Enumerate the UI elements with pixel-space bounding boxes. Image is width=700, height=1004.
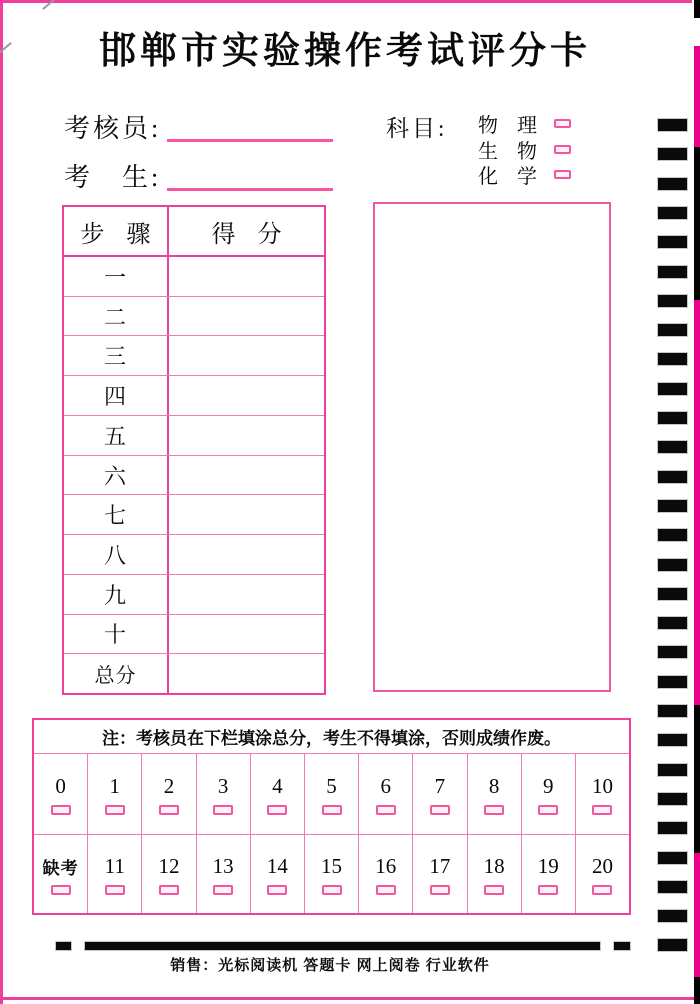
step-label: 二 xyxy=(64,297,169,336)
right-edge-black-segment xyxy=(694,147,700,300)
score-bubble-4[interactable] xyxy=(267,805,287,815)
score-bubble-5[interactable] xyxy=(322,805,342,815)
score-cell-18 xyxy=(468,835,522,913)
page-border-bottom xyxy=(0,997,700,1000)
registration-bar xyxy=(84,941,601,951)
score-cell[interactable] xyxy=(169,416,324,455)
step-header: 步 骤 xyxy=(64,207,169,255)
timing-mark xyxy=(657,235,688,249)
score-number: 10 xyxy=(591,773,613,798)
score-table xyxy=(62,205,326,695)
timing-mark xyxy=(657,440,688,454)
score-bubble-2[interactable] xyxy=(159,805,179,815)
timing-mark xyxy=(657,352,688,366)
examiner-write-line[interactable] xyxy=(167,139,333,142)
score-cell-7 xyxy=(413,754,467,834)
blank-panel xyxy=(373,202,611,692)
right-edge-black-segment xyxy=(694,0,700,18)
step-label: 六 xyxy=(64,456,169,495)
timing-mark xyxy=(657,763,688,777)
step-label: 五 xyxy=(64,416,169,455)
timing-mark xyxy=(657,909,688,923)
score-number: 15 xyxy=(321,853,343,878)
timing-mark xyxy=(657,851,688,865)
score-cell[interactable] xyxy=(169,257,324,296)
score-cell[interactable] xyxy=(169,654,324,693)
score-cell[interactable] xyxy=(169,535,324,574)
chemistry-bubble[interactable] xyxy=(554,170,571,179)
score-number: 5 xyxy=(326,773,337,798)
score-bubble-11[interactable] xyxy=(105,885,125,895)
score-cell[interactable] xyxy=(169,456,324,495)
score-number: 13 xyxy=(212,853,234,878)
score-cell-10 xyxy=(576,754,629,834)
table-row xyxy=(64,575,324,615)
score-bubble-20[interactable] xyxy=(592,885,612,895)
score-cell-16 xyxy=(359,835,413,913)
right-edge-black-segment xyxy=(694,705,700,853)
score-bubble-row-0-10 xyxy=(34,754,629,834)
score-bubble-row-11-20 xyxy=(34,834,629,913)
step-label: 三 xyxy=(64,336,169,375)
score-number: 11 xyxy=(104,853,125,878)
score-cell[interactable] xyxy=(169,575,324,614)
score-cell-14 xyxy=(251,835,305,913)
timing-mark xyxy=(657,177,688,191)
score-bubble-1[interactable] xyxy=(105,805,125,815)
timing-mark xyxy=(657,294,688,308)
score-bubble-17[interactable] xyxy=(430,885,450,895)
step-label: 八 xyxy=(64,535,169,574)
total-label: 总分 xyxy=(64,654,169,693)
step-label: 七 xyxy=(64,495,169,534)
timing-mark xyxy=(657,675,688,689)
score-number: 16 xyxy=(375,853,397,878)
timing-mark xyxy=(657,382,688,396)
score-number: 20 xyxy=(591,853,613,878)
score-cell[interactable] xyxy=(169,336,324,375)
score-cell-0 xyxy=(34,754,88,834)
score-number: 4 xyxy=(272,773,283,798)
score-number: 14 xyxy=(266,853,288,878)
page-border-left xyxy=(0,0,3,1004)
timing-mark xyxy=(657,411,688,425)
score-number: 2 xyxy=(163,773,175,798)
subject-option-physics xyxy=(478,109,571,138)
footer-sales-text: 销售：光标阅读机 答题卡 网上阅卷 行业软件 xyxy=(170,957,490,974)
subject-label: 科目: xyxy=(386,116,448,141)
right-edge-black-segment xyxy=(694,977,700,1004)
score-bubble-3[interactable] xyxy=(213,805,233,815)
fill-note: 注：考核员在下栏填涂总分，考生不得填涂，否则成绩作废。 xyxy=(34,720,629,754)
score-header: 得 分 xyxy=(211,221,290,248)
score-bubble-7[interactable] xyxy=(430,805,450,815)
score-bubble-18[interactable] xyxy=(484,885,504,895)
table-row xyxy=(64,535,324,575)
score-cell-2 xyxy=(142,754,196,834)
examiner-label: 考核员: xyxy=(64,114,162,143)
score-cell-9 xyxy=(522,754,576,834)
score-number: 9 xyxy=(543,773,554,798)
score-bubble-12[interactable] xyxy=(159,885,179,895)
score-bubble-8[interactable] xyxy=(484,805,504,815)
subject-option-label: 化 学 xyxy=(478,166,544,188)
table-row xyxy=(64,456,324,496)
step-label: 九 xyxy=(64,575,169,614)
score-cell[interactable] xyxy=(169,376,324,415)
table-row xyxy=(64,615,324,655)
score-cell-1 xyxy=(88,754,142,834)
timing-mark xyxy=(657,558,688,572)
score-bubble-13[interactable] xyxy=(213,885,233,895)
score-number: 8 xyxy=(488,773,500,798)
table-row xyxy=(64,376,324,416)
score-bubble-14[interactable] xyxy=(267,885,287,895)
score-number: 18 xyxy=(483,853,505,878)
physics-bubble[interactable] xyxy=(554,119,571,128)
timing-mark xyxy=(657,118,688,132)
timing-mark xyxy=(657,704,688,718)
timing-mark xyxy=(657,265,688,279)
score-cell-17 xyxy=(413,835,467,913)
score-bubble-10[interactable] xyxy=(592,805,612,815)
registration-mark xyxy=(613,941,631,951)
table-row xyxy=(64,416,324,456)
score-cell-11 xyxy=(88,835,142,913)
table-row xyxy=(64,336,324,376)
table-row-total xyxy=(64,654,324,693)
examinee-label: 考 生: xyxy=(64,163,162,192)
total-score-fill-section xyxy=(32,718,631,915)
timing-mark xyxy=(657,147,688,161)
examinee-write-line[interactable] xyxy=(167,188,333,191)
table-row xyxy=(64,495,324,535)
score-cell-8 xyxy=(468,754,522,834)
registration-mark xyxy=(55,941,72,951)
timing-mark xyxy=(657,528,688,542)
timing-mark xyxy=(657,938,688,952)
timing-mark xyxy=(657,206,688,220)
score-number: 6 xyxy=(380,773,391,798)
score-bubble-15[interactable] xyxy=(322,885,342,895)
timing-mark xyxy=(657,792,688,806)
score-number: 19 xyxy=(537,853,559,878)
score-cell-5 xyxy=(305,754,359,834)
score-cell[interactable] xyxy=(169,297,324,336)
score-number: 0 xyxy=(55,773,66,798)
table-row xyxy=(64,297,324,337)
timing-mark xyxy=(657,821,688,835)
timing-mark xyxy=(657,587,688,601)
timing-mark xyxy=(657,645,688,659)
absent-bubble[interactable] xyxy=(51,885,71,895)
subject-option-chemistry xyxy=(478,160,571,189)
timing-mark xyxy=(657,616,688,630)
score-cell[interactable] xyxy=(169,495,324,534)
score-cell-3 xyxy=(197,754,251,834)
score-number: 7 xyxy=(434,773,446,798)
step-label: 十 xyxy=(64,615,169,654)
score-cell-19 xyxy=(522,835,576,913)
score-number: 1 xyxy=(109,773,121,798)
timing-mark xyxy=(657,733,688,747)
page-border-top xyxy=(0,0,692,3)
score-bubble-0[interactable] xyxy=(51,805,71,815)
score-bubble-9[interactable] xyxy=(538,805,558,815)
step-label: 一 xyxy=(64,257,169,296)
score-cell-20 xyxy=(576,835,629,913)
timing-mark xyxy=(657,880,688,894)
timing-mark xyxy=(657,499,688,513)
absent-label: 缺考 xyxy=(42,858,79,878)
score-cell-13 xyxy=(197,835,251,913)
score-number: 17 xyxy=(429,853,451,878)
step-label: 四 xyxy=(64,376,169,415)
score-cell[interactable] xyxy=(169,615,324,654)
score-cell-4 xyxy=(251,754,305,834)
subject-option-label: 物 理 xyxy=(478,115,544,137)
timing-mark xyxy=(657,470,688,484)
biology-bubble[interactable] xyxy=(554,145,571,154)
score-number: 12 xyxy=(158,853,180,878)
score-cell-12 xyxy=(142,835,196,913)
score-number: 3 xyxy=(217,773,229,798)
absent-cell xyxy=(34,835,88,913)
score-table-header xyxy=(64,207,324,257)
score-bubble-6[interactable] xyxy=(376,805,396,815)
subject-option-label: 生 物 xyxy=(478,141,544,163)
score-bubble-16[interactable] xyxy=(376,885,396,895)
score-cell-6 xyxy=(359,754,413,834)
timing-mark xyxy=(657,323,688,337)
score-bubble-19[interactable] xyxy=(538,885,558,895)
score-cell-15 xyxy=(305,835,359,913)
table-row xyxy=(64,257,324,297)
page-title: 邯郸市实验操作考试评分卡 xyxy=(99,31,591,72)
